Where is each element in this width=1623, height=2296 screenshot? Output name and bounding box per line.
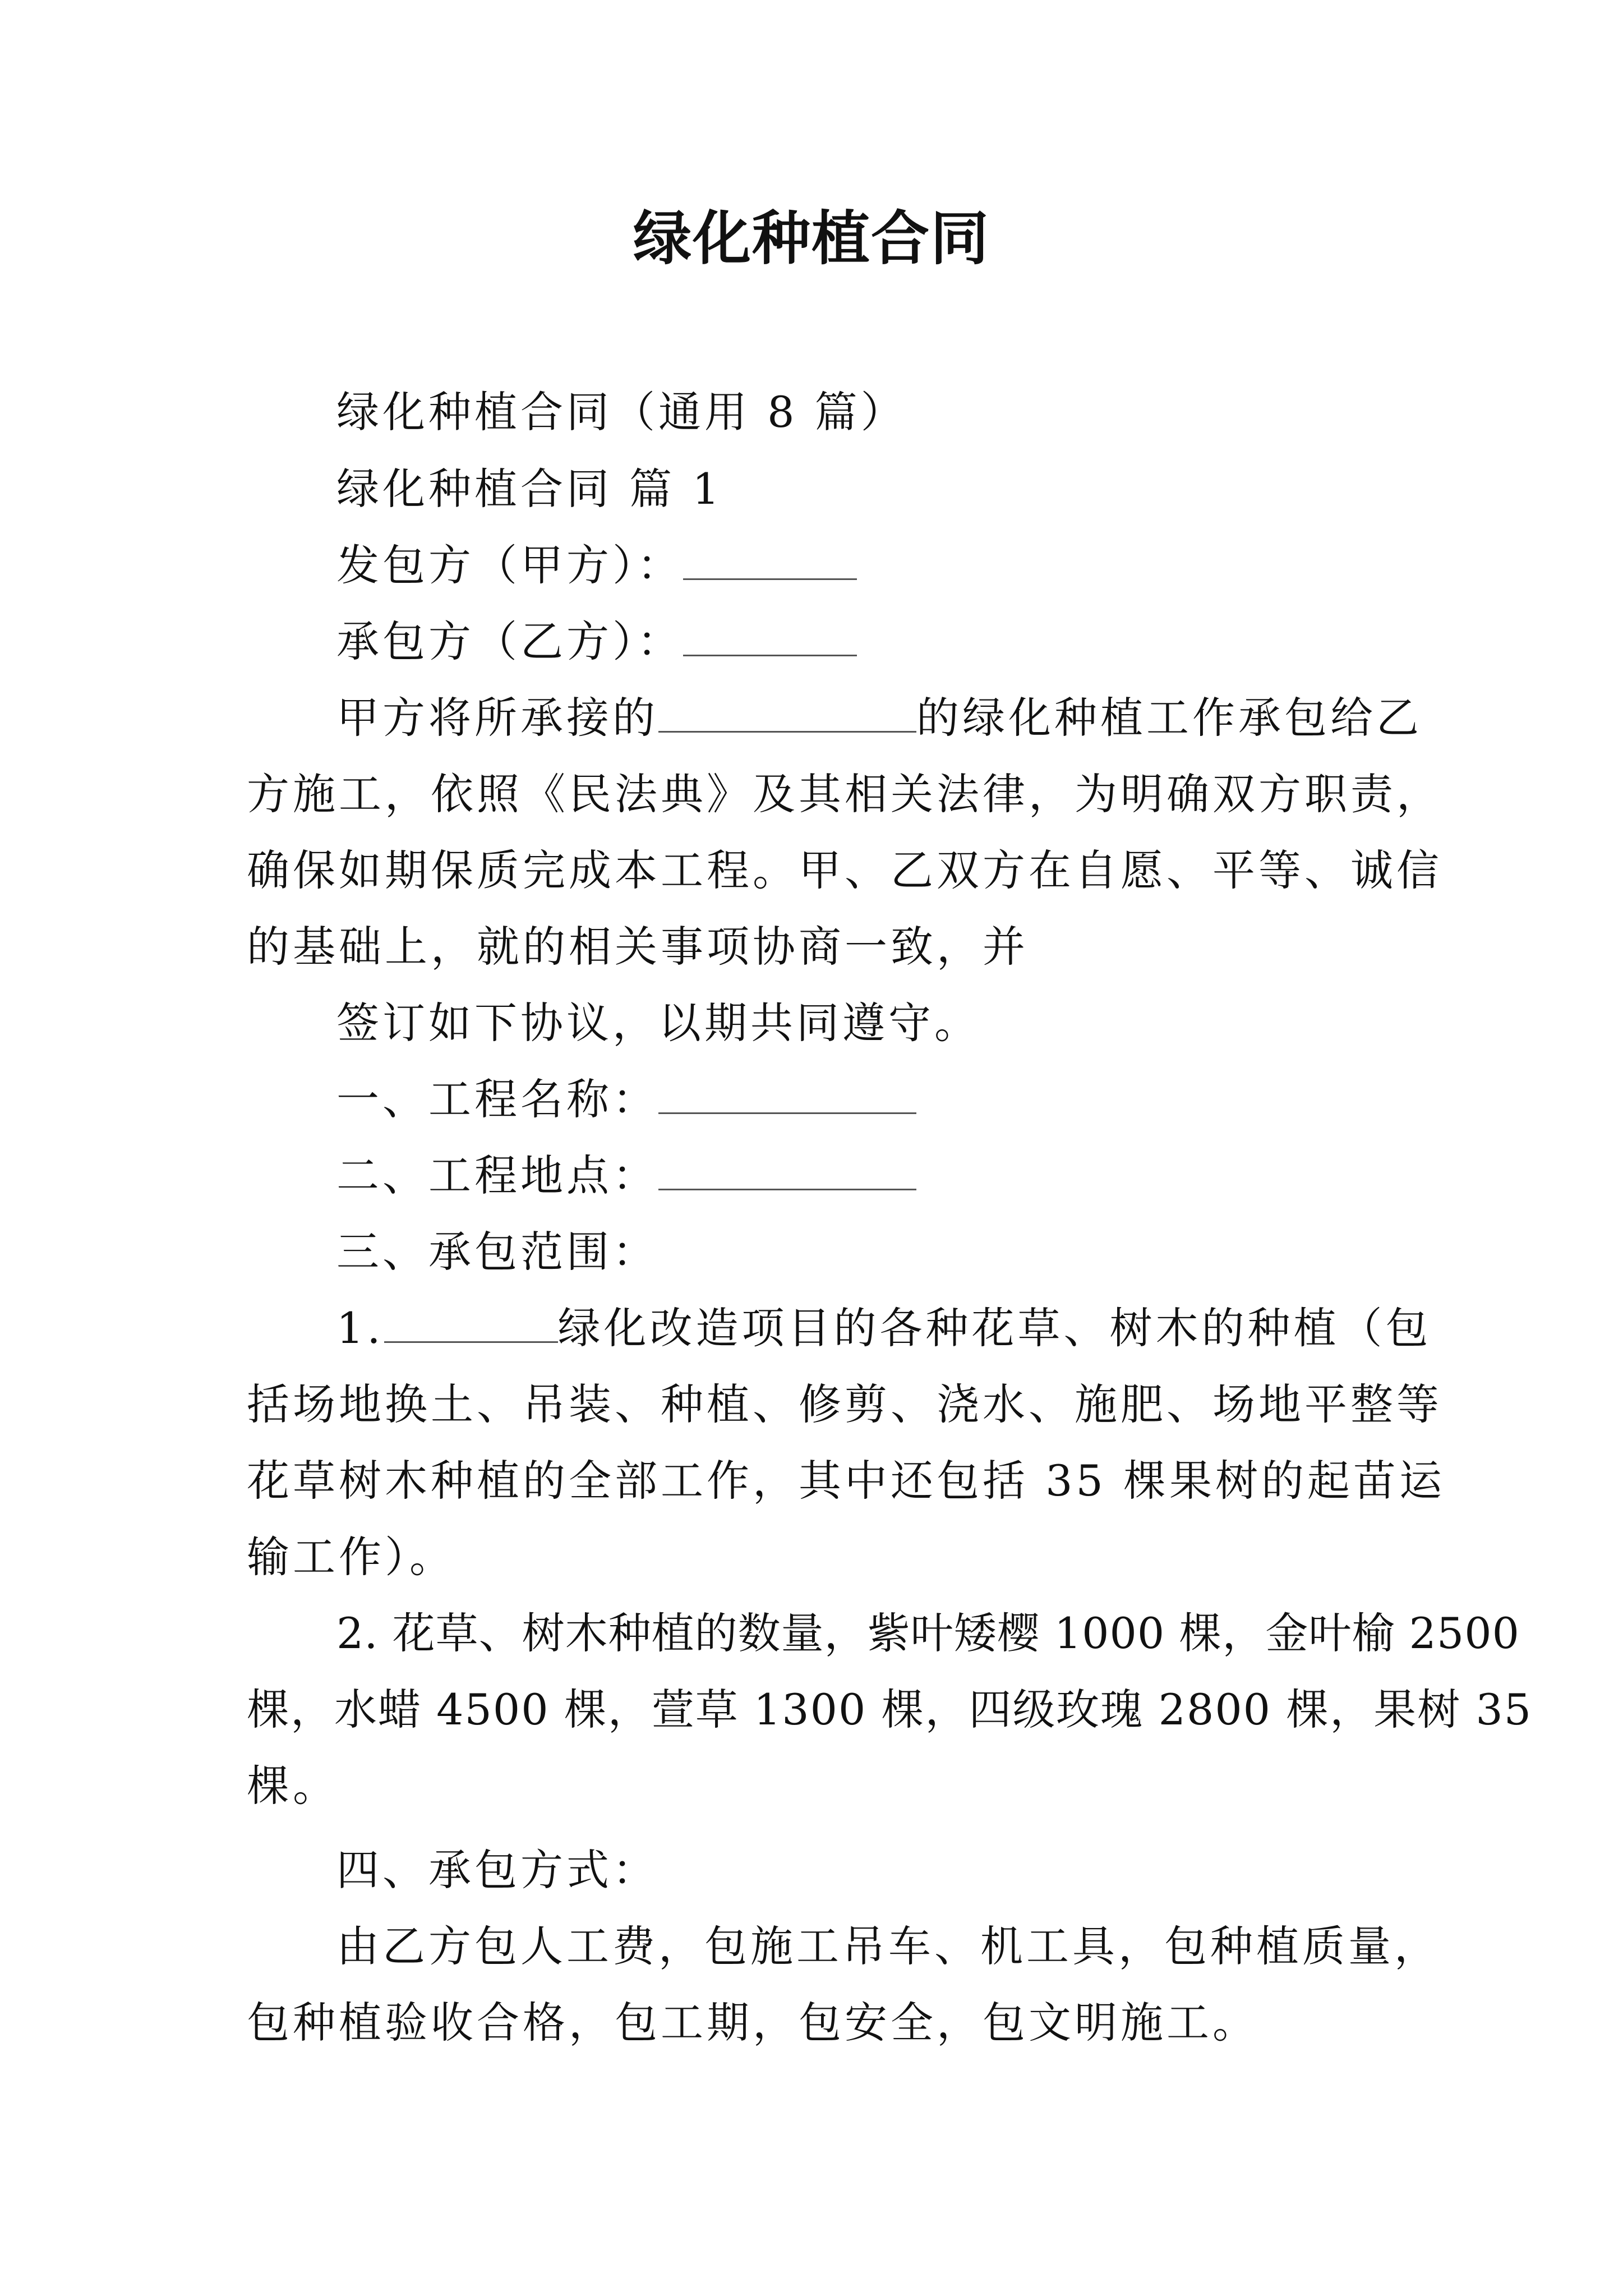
party-a-blank <box>683 544 857 580</box>
contract-method-heading: 四、承包方式： <box>336 1845 658 1895</box>
paragraph-text: 甲方将所承接的 <box>336 693 658 743</box>
scope-blank <box>384 1306 558 1343</box>
project-location-line <box>336 1148 916 1204</box>
party-b-line <box>336 614 857 670</box>
document-title: 绿化种植合同 <box>633 204 990 273</box>
paragraph-line <box>336 690 1422 746</box>
paragraph-line: 确保如期保质完成本工程。甲、乙双方在自愿、平等、诚信 <box>247 845 1442 895</box>
party-b-blank <box>683 620 857 656</box>
paragraph-line: 包种植验收合格，包工期，包安全，包文明施工。 <box>247 1998 1258 2047</box>
paragraph-line: 2. 花草、树木种植的数量，紫叶矮樱 1000 棵，金叶榆 2500 <box>336 1608 1520 1658</box>
paragraph-line: 输工作）。 <box>247 1532 455 1582</box>
heading-part-1: 绿化种植合同 篇 1 <box>336 464 723 514</box>
project-name-line <box>336 1071 916 1128</box>
project-name-label: 一、工程名称： <box>336 1074 658 1124</box>
party-a-label: 发包方（甲方）： <box>336 540 683 590</box>
item-number: 1. <box>336 1303 384 1353</box>
heading-general: 绿化种植合同（通用 8 篇） <box>336 387 907 437</box>
paragraph-line: 由乙方包人工费，包施工吊车、机工具，包种植质量， <box>336 1921 1440 1971</box>
project-name-blank <box>658 1078 916 1114</box>
paragraph-line: 签订如下协议，以期共同遵守。 <box>336 998 980 1048</box>
paragraph-line: 棵，水蜡 4500 棵，萱草 1300 棵，四级玫瑰 2800 棵，果树 35 <box>247 1685 1533 1734</box>
project-blank <box>658 696 916 733</box>
paragraph-text: 的绿化种植工作承包给乙 <box>916 693 1422 743</box>
project-location-label: 二、工程地点： <box>336 1151 658 1200</box>
party-b-label: 承包方（乙方）： <box>336 616 683 666</box>
scope-heading: 三、承包范围： <box>336 1227 658 1277</box>
paragraph-line <box>336 1300 1432 1356</box>
paragraph-line: 花草树木种植的全部工作，其中还包括 35 棵果树的起苗运 <box>247 1456 1446 1506</box>
paragraph-line: 的基础上，就的相关事项协商一致，并 <box>247 922 1029 972</box>
paragraph-text: 绿化改造项目的各种花草、树木的种植（包 <box>557 1303 1432 1353</box>
paragraph-line: 括场地换土、吊装、种植、修剪、浇水、施肥、场地平整等 <box>247 1379 1442 1429</box>
paragraph-line: 方施工，依照《民法典》及其相关法律，为明确双方职责， <box>247 769 1442 819</box>
project-location-blank <box>658 1154 916 1190</box>
paragraph-line: 棵。 <box>247 1761 339 1811</box>
party-a-line <box>336 537 857 593</box>
